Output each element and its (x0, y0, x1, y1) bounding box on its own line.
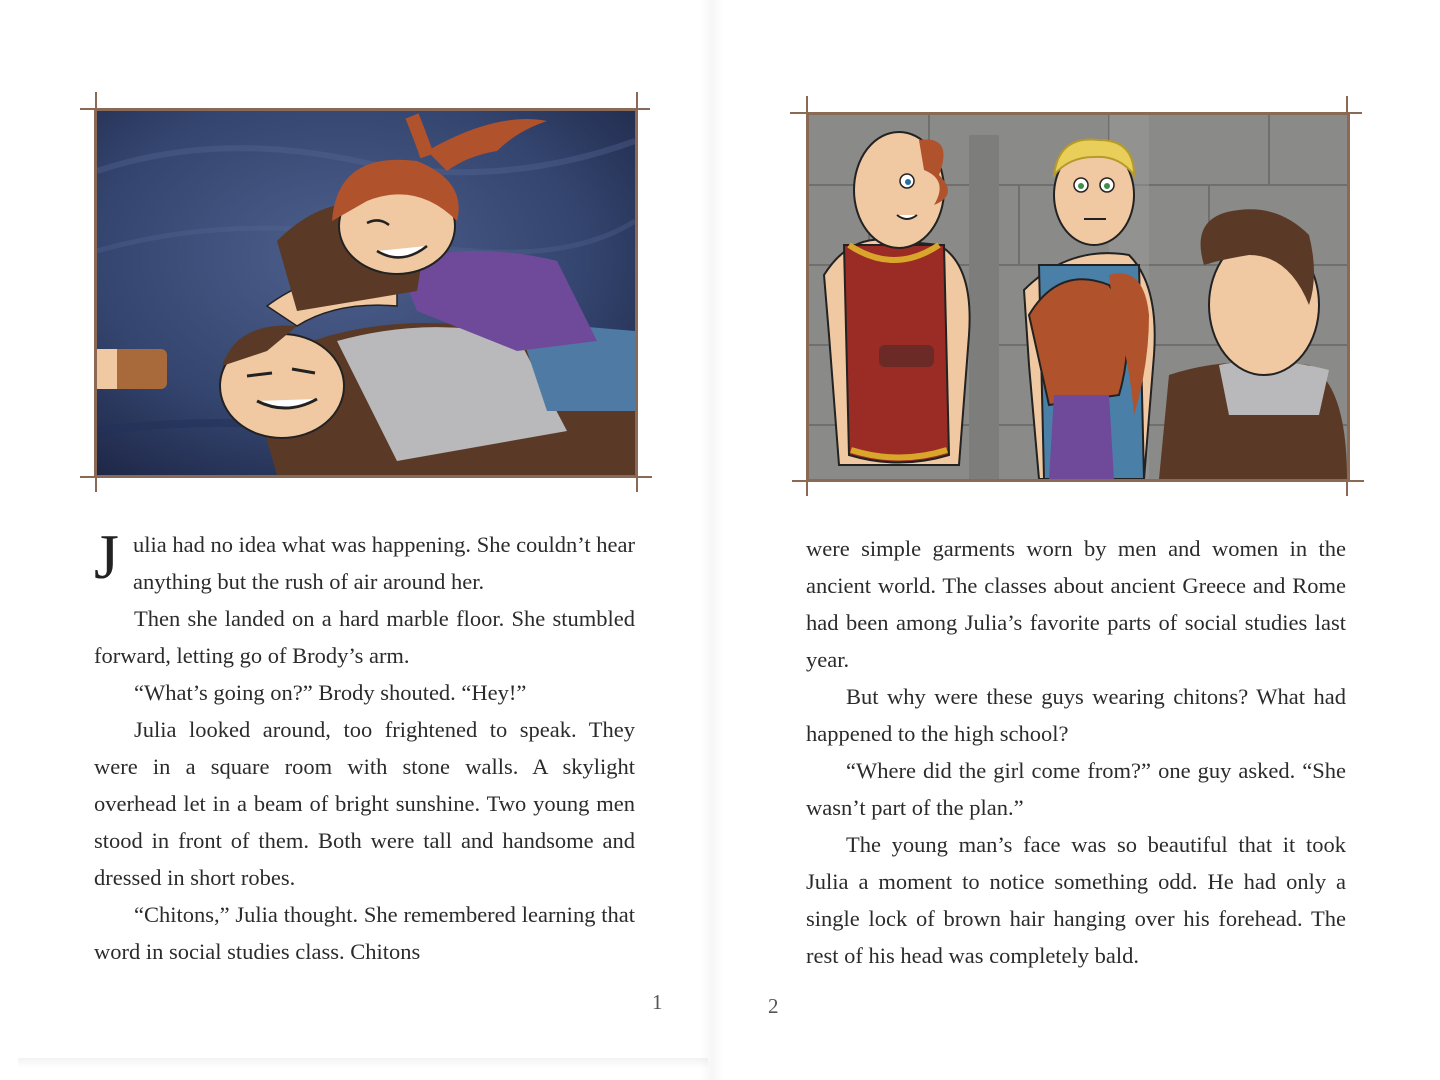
right-page-text (806, 530, 1346, 974)
paragraph-2: But why were these guys wearing chitons? What had happened to the high school? (806, 684, 1346, 746)
left-page (0, 0, 712, 1080)
paragraph-5: “Chitons,” Julia thought. She remembered learning that word in social studies class. Chitons (94, 902, 635, 964)
paragraph-3: “Where did the girl come from?” one guy asked. “She wasn’t part of the plan.” (806, 758, 1346, 820)
paragraph-3: “What’s going on?” Brody shouted. “Hey!” (134, 680, 527, 705)
page-number-left: 1 (652, 990, 663, 1014)
right-page (712, 0, 1440, 1080)
paragraph-1-text: ulia had no idea what was happening. She couldn’t hear anything but the rush of air around her. (133, 532, 635, 594)
paragraph-1: were simple garments worn by men and women in the ancient world. The classes about ancient Greece and Rome had been among Julia’s favorite parts of social studies last year. (806, 536, 1346, 672)
page-number-right: 2 (768, 994, 779, 1018)
paragraph-4: The young man’s face was so beautiful that it took Julia a moment to notice something odd. He had only a single lock of brown hair hanging over his forehead. The rest of his head was completely bald. (806, 832, 1346, 968)
left-page-text (94, 521, 635, 970)
paragraph-4: Julia looked around, too frightened to speak. They were in a square room with stone walls. A skylight overhead let in a beam of bright sunshine. Two young men stood in front of them. Both were tall and handsome and dressed in short robes. (94, 717, 635, 890)
illustration-young-men-in-chitons (806, 112, 1350, 482)
drop-cap-letter: J (94, 521, 119, 592)
paragraph-2: Then she landed on a hard marble floor. She stumbled forward, letting go of Brody’s arm. (94, 606, 635, 668)
paragraph-1 (94, 521, 635, 600)
illustration-julia-brody-falling (94, 108, 638, 478)
